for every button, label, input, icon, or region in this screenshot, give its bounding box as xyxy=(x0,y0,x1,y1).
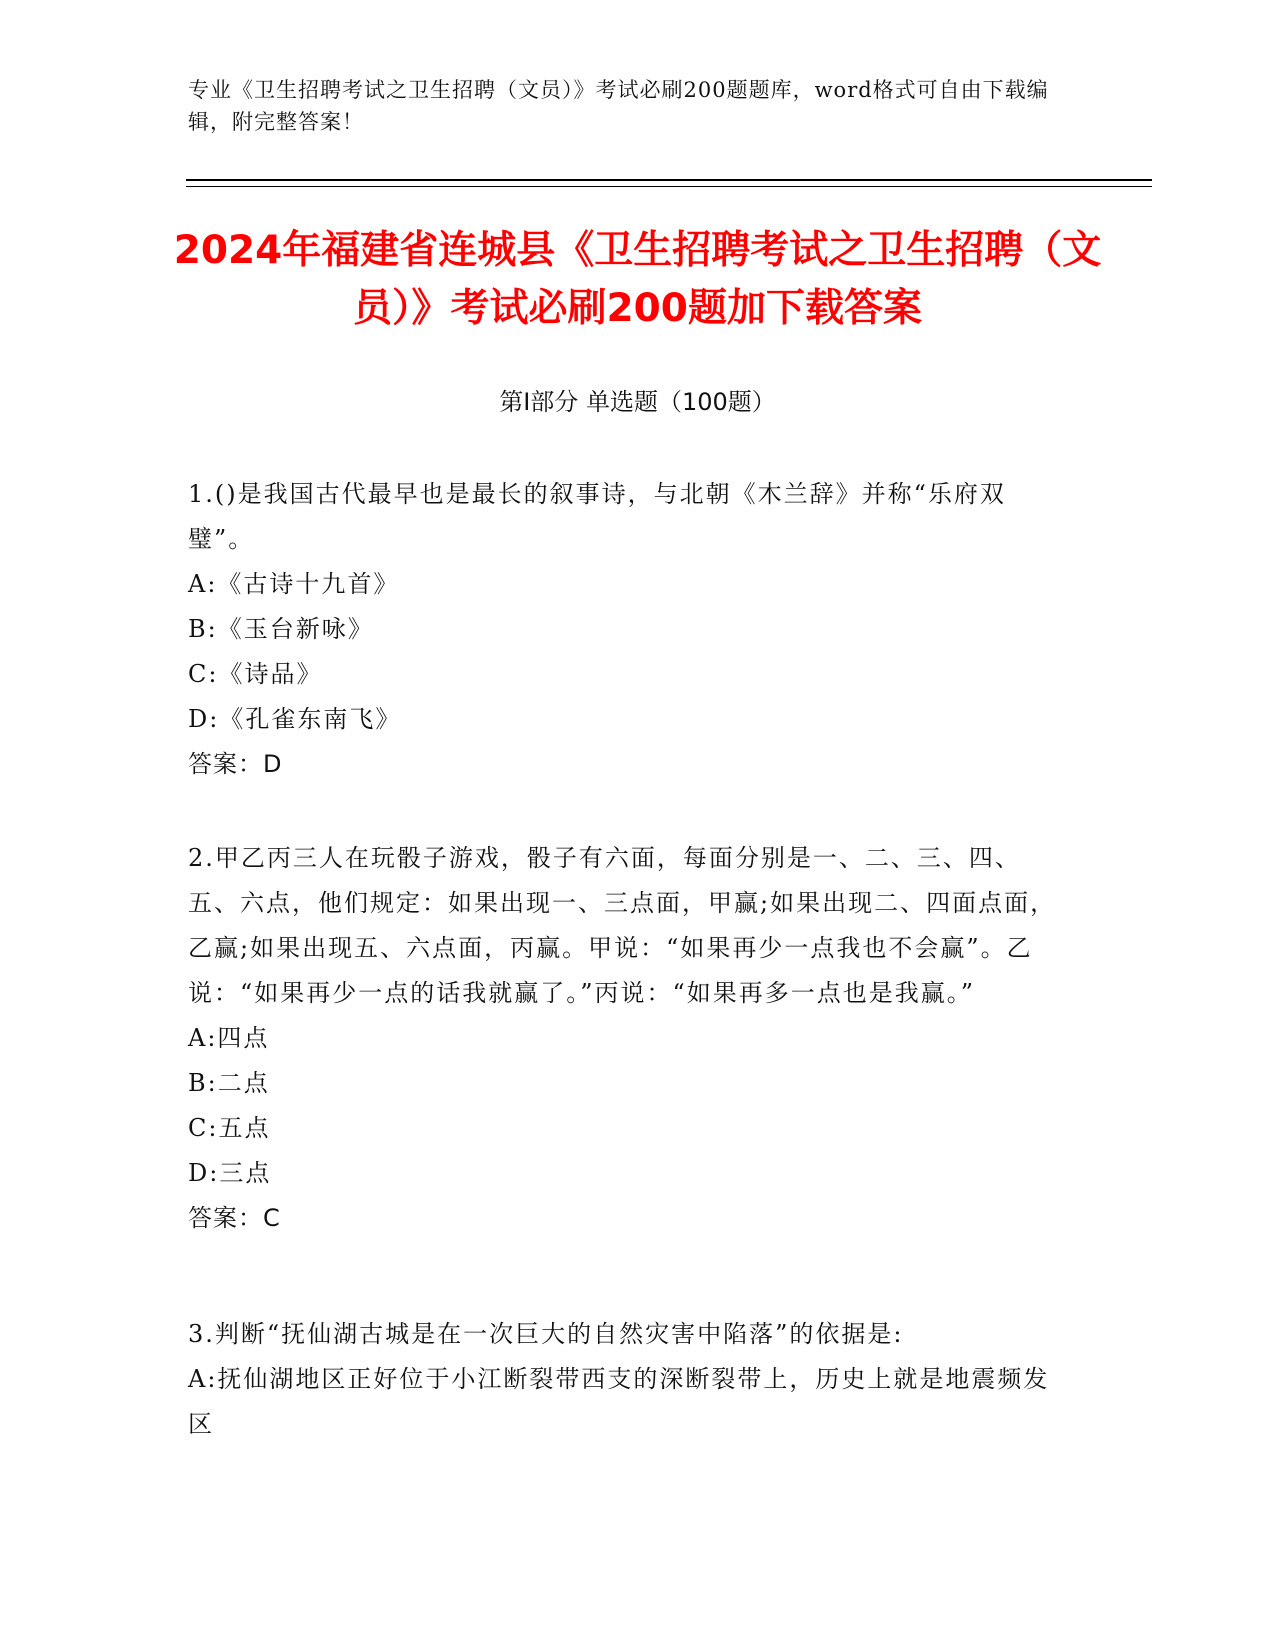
option-a: A:《古诗十九首》 xyxy=(188,570,400,598)
header-divider-thin xyxy=(186,186,1152,187)
question-stem: 2.甲乙丙三人在玩骰子游戏，骰子有六面，每面分别是一、二、三、四、五、六点，他们规定：如果出现一、三点面，甲赢;如果出现二、四面点面，乙赢;如果出现五、六点面，丙赢。甲说：“如果再少一点我也不会赢”。乙说：“如果再少一点的话我就赢了。”丙说：“如果再多一点也是我赢。” xyxy=(188,844,1057,1007)
answer: 答案：C xyxy=(188,1204,281,1232)
option-c: C:《诗品》 xyxy=(188,660,323,688)
option-b: B:《玉台新咏》 xyxy=(188,615,374,643)
answer: 答案：D xyxy=(188,750,283,778)
option-b: B:二点 xyxy=(188,1069,270,1097)
question-2 xyxy=(188,836,1068,1241)
question-stem: 1.()是我国古代最早也是最长的叙事诗，与北朝《木兰辞》并称“乐府双璧”。 xyxy=(188,480,1006,553)
document-title: 2024年福建省连城县《卫生招聘考试之卫生招聘（文员）》考试必刷200题加下载答案 xyxy=(173,228,1102,331)
question-3 xyxy=(188,1312,1068,1447)
option-c: C:五点 xyxy=(188,1114,271,1142)
section-heading: 第Ⅰ部分 单选题（100题） xyxy=(499,388,776,416)
header-note: 专业《卫生招聘考试之卫生招聘（文员）》考试必刷200题题库，word格式可自由下载编辑，附完整答案！ xyxy=(188,78,1049,134)
question-1 xyxy=(188,472,1068,787)
option-a: A:抚仙湖地区正好位于小江断裂带西支的深断裂带上，历史上就是地震频发区 xyxy=(188,1365,1050,1438)
option-d: D:三点 xyxy=(188,1159,272,1187)
header-divider-thick xyxy=(186,179,1152,181)
question-stem: 3.判断“抚仙湖古城是在一次巨大的自然灾害中陷落”的依据是: xyxy=(188,1320,904,1348)
option-d: D:《孔雀东南飞》 xyxy=(188,705,402,733)
option-a: A:四点 xyxy=(188,1024,270,1052)
